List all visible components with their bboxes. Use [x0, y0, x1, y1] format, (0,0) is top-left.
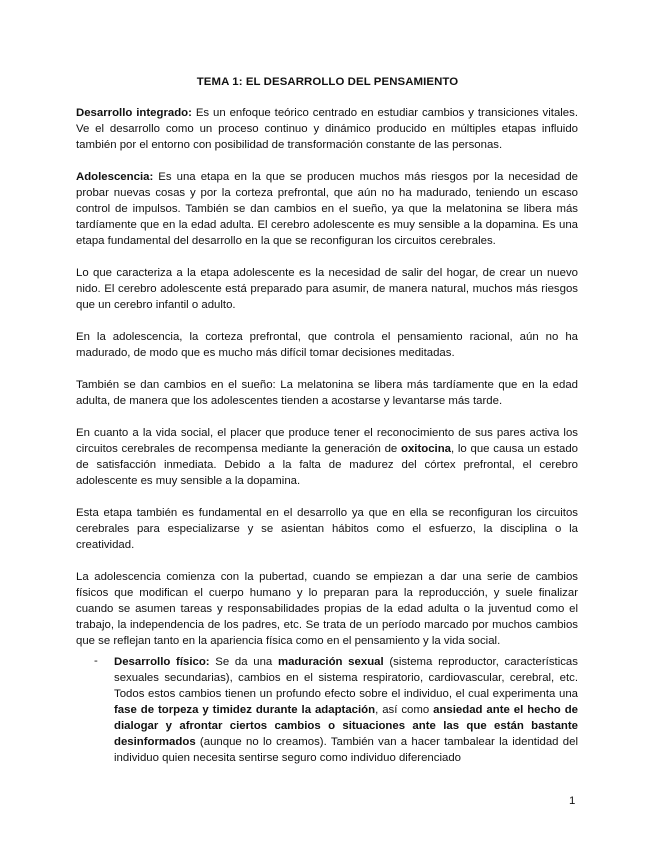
list-text: Se da una [209, 656, 278, 668]
list-text: , así como [375, 704, 434, 716]
term-maduracion-sexual: maduración sexual [277, 656, 384, 668]
paragraph-etapa-adolescente: Lo que caracteriza a la etapa adolescente es la necesidad de salir del hogar, de crear un nuevo nido. El cerebro adolescente está preparado para asumir, de manera natural, muchos más riesgos que un cerebro infantil o adulto. [76, 267, 578, 311]
paragraph-sueno: También se dan cambios en el sueño: La melatonina se libera más tardíamente que en la edad adulta, de manera que los adolescentes tienden a acostarse y levantarse más tarde. [76, 379, 578, 407]
term-adolescencia: Adolescencia: [76, 171, 154, 183]
paragraph-pubertad: La adolescencia comienza con la pubertad, cuando se empiezan a dar una serie de cambios físicos que modifican el cuerpo humano y lo preparan para la reproducción, y suele finalizar cuando se asumen tareas y responsabilidades propias de la edad adulta o la juventud como el trabajo, la independencia de los padres, etc. Se trata de un período marcado por muchos cambios que se reflejan tanto en la apariencia física como en el pensamiento y la vida social. [76, 571, 578, 647]
paragraph-text: Es una etapa en la que se producen muchos más riesgos por la necesidad de probar nuevas cosas y por la corteza prefrontal, que aún no ha madurado, teniendo un escaso control de impulsos. También se dan cambios en el sueño, ya que la melatonina se libera más tardíamente que en la edad adulta. El cerebro adolescente es muy sensible a la dopamina. Es una etapa fundamental del desarrollo en la que se reconfiguran los circuitos cerebrales. [76, 171, 578, 247]
paragraph-adolescencia [76, 169, 578, 249]
list-text: (aunque no lo creamos). También van a hacer tambalear la identidad del individuo quien necesita sentirse seguro como individuo diferenciado [114, 736, 578, 764]
paragraph-desarrollo-integrado [76, 105, 578, 153]
paragraph-text: Es un enfoque teórico centrado en estudiar cambios y transiciones vitales. Ve el desarrollo como un proceso continuo y dinámico producido en múltiples etapas influido también por el entorno con posibilidad de transformación constante de las personas. [76, 107, 579, 151]
term-oxitocina: oxitocina [400, 443, 451, 455]
term-fase-torpeza: fase de torpeza y timidez durante la adaptación [114, 704, 376, 716]
list-bullet: - [94, 655, 98, 667]
term-desarrollo-integrado: Desarrollo integrado: [76, 107, 192, 119]
paragraph-reconfiguracion: Esta etapa también es fundamental en el desarrollo ya que en ella se reconfiguran los circuitos cerebrales para especializarse y se asientan hábitos como el esfuerzo, la disciplina o la creatividad. [76, 507, 578, 551]
paragraph-corteza-prefrontal: En la adolescencia, la corteza prefrontal, que controla el pensamiento racional, aún no ha madurado, de modo que es mucho más difícil tomar decisiones meditadas. [76, 331, 578, 359]
list-item-desarrollo-fisico [114, 654, 578, 766]
term-ansiedad: ansiedad ante el hecho de dialogar y afrontar ciertos cambios o situaciones ante las que están bastante desinformados [114, 704, 578, 748]
paragraph-text: , lo que causa un estado de satisfacción inmediata. Debido a la falta de madurez del córtex prefrontal, el cerebro adolescente es muy sensible a la dopamina. [76, 443, 578, 487]
list-text: (sistema reproductor, características sexuales secundarias), cambios en el sistema respiratorio, cardiovascular, cerebral, etc. Todos estos cambios tienen un profundo efecto sobre el individuo, el cual experimenta una [114, 656, 578, 700]
paragraph-text: En cuanto a la vida social, el placer que produce tener el reconocimiento de sus pares activa los circuitos cerebrales de recompensa mediante la generación de [76, 427, 578, 455]
page-number: 1 [569, 795, 576, 807]
page-title: TEMA 1: EL DESARROLLO DEL PENSAMIENTO [196, 76, 459, 88]
paragraph-vida-social [76, 425, 578, 489]
term-desarrollo-fisico: Desarrollo físico: [114, 656, 210, 668]
